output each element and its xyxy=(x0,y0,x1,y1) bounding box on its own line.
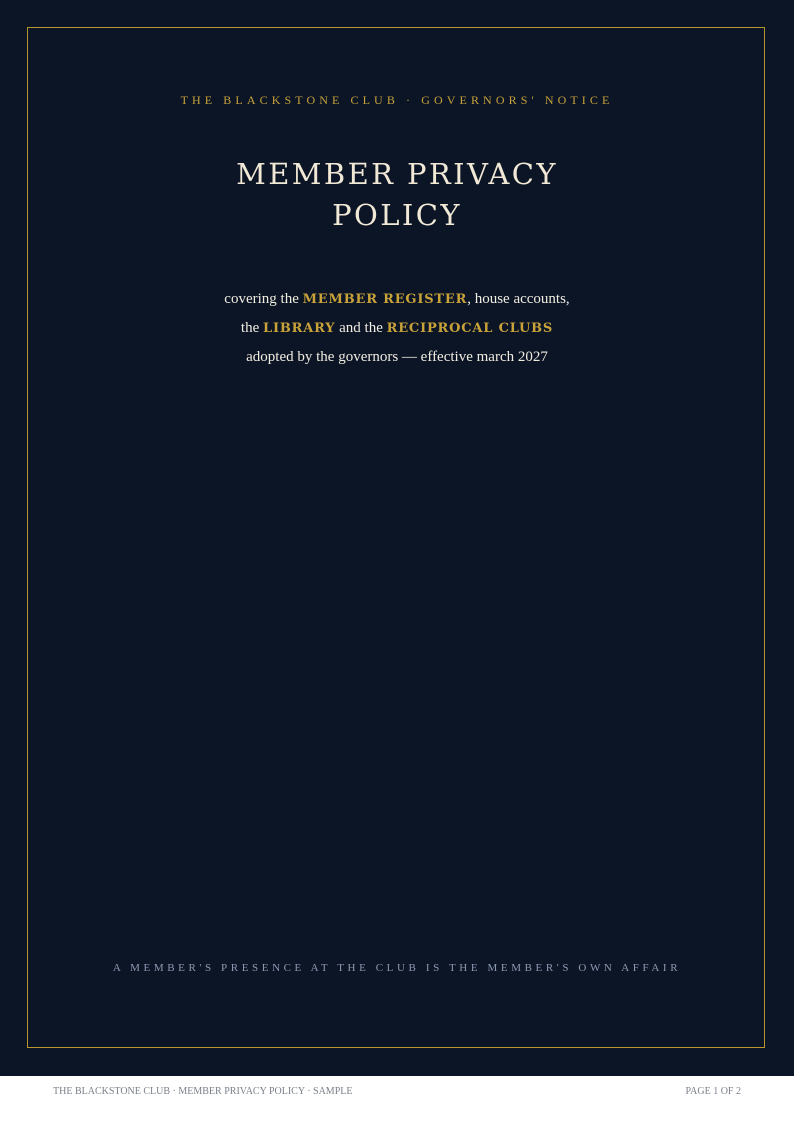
highlight-member-register: MEMBER REGISTER xyxy=(302,292,468,307)
subtitle-line-1 xyxy=(0,285,794,314)
cover-subtitle xyxy=(0,285,794,371)
document-title xyxy=(0,154,794,236)
subtitle-line-2 xyxy=(0,314,794,343)
subtitle-line-3: adopted by the governors — effective march 2027 xyxy=(246,349,548,365)
footer-page-number: PAGE 1 OF 2 xyxy=(685,1086,741,1097)
subtitle-line-2-middle: and the xyxy=(335,320,387,336)
footer-document-label: THE BLACKSTONE CLUB · MEMBER PRIVACY POLICY · SAMPLE xyxy=(53,1086,353,1097)
subtitle-line-1-prefix: covering the xyxy=(224,291,303,307)
highlight-library: LIBRARY xyxy=(263,321,336,336)
club-motto: A MEMBER'S PRESENCE AT THE CLUB IS THE MEMBER'S OWN AFFAIR xyxy=(112,962,682,974)
title-line-2: POLICY xyxy=(332,198,462,232)
highlight-reciprocal-clubs: RECIPROCAL CLUBS xyxy=(386,321,554,336)
subtitle-line-1-suffix: , house accounts, xyxy=(467,291,570,307)
club-overline: THE BLACKSTONE CLUB · GOVERNORS' NOTICE xyxy=(180,93,614,107)
subtitle-line-2-prefix: the xyxy=(240,320,263,336)
title-line-1: MEMBER PRIVACY xyxy=(236,157,558,191)
